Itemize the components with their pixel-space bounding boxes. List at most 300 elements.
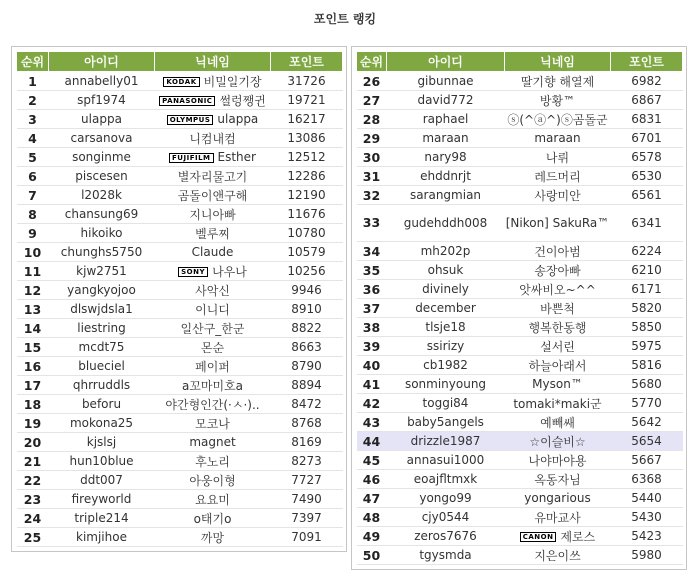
header-rank: 순위 [17,52,49,72]
user-id-cell[interactable]: l2028k [49,186,155,205]
points-cell: 5820 [611,299,683,318]
nickname-cell [505,508,611,527]
points-cell: 6831 [611,110,683,129]
points-cell: 5980 [611,546,683,565]
user-id-cell[interactable]: ulappa [49,110,155,129]
rank-cell: 38 [357,318,387,337]
nickname-text: 요요미 [195,492,230,507]
points-cell: 10256 [271,262,343,281]
rank-cell: 12 [17,281,49,300]
nickname-cell [155,395,271,414]
points-cell: 13086 [271,129,343,148]
nickname-text: 별자리물고기 [177,169,248,184]
user-id-cell[interactable]: piscesen [49,167,155,186]
nickname-cell [505,470,611,489]
header-points: 포인트 [271,52,343,72]
header-id: 아이디 [49,52,155,72]
points-cell: 6341 [611,205,683,242]
rank-cell: 15 [17,338,49,357]
points-cell: 8663 [271,338,343,357]
nickname-text: 예빼쌔 [540,415,575,430]
nickname-text: ulappa [217,112,259,126]
nickname-text: 비밀일기장 [203,74,262,89]
nickname-text: 후노리 [195,454,230,469]
rank-cell: 49 [357,527,387,546]
nickname-text: Esther [217,150,256,164]
table-row [17,110,343,129]
points-cell: 19721 [271,91,343,110]
user-id-cell[interactable]: blueciel [49,357,155,376]
nickname-text: 설서린 [540,339,575,354]
rank-cell: 45 [357,451,387,470]
nickname-text: 페이퍼 [195,359,230,374]
points-cell: 6210 [611,261,683,280]
nickname-cell [155,91,271,110]
nickname-text: 몬순 [200,340,225,355]
nickname-cell [155,376,271,395]
points-cell: 5654 [611,432,683,451]
nickname-cell [505,375,611,394]
nickname-text: 사악신 [195,283,230,298]
nickname-text: 모코나 [195,416,230,431]
rank-cell: 40 [357,356,387,375]
rank-cell: 25 [17,528,49,547]
nickname-cell [155,338,271,357]
user-id-cell[interactable]: beforu [49,395,155,414]
rank-cell: 28 [357,110,387,129]
table-row [357,186,683,205]
nickname-cell [505,318,611,337]
user-id-cell[interactable]: chansung69 [49,205,155,224]
ranking-panel-right [351,46,687,570]
points-cell: 6561 [611,186,683,205]
table-row [17,338,343,357]
nickname-text: 아웅이형 [189,473,236,488]
user-id-cell[interactable]: baby5angels [387,413,505,432]
nickname-cell [155,262,271,281]
table-row [17,414,343,433]
nickname-text: ⓢ(^ⓐ^)ⓢ곰돌군 [507,112,608,127]
user-id-cell[interactable]: annabelly01 [49,72,155,91]
points-cell: 6171 [611,280,683,299]
rank-cell: 5 [17,148,49,167]
nickname-cell [505,546,611,565]
user-id-cell[interactable]: ddt007 [49,471,155,490]
table-row [17,262,343,281]
points-cell: 7727 [271,471,343,490]
user-id-cell[interactable]: songinme [49,148,155,167]
rank-cell: 41 [357,375,387,394]
user-id-cell[interactable]: kjw2751 [49,262,155,281]
nickname-text: yongarious [524,491,591,505]
nickname-cell [505,186,611,205]
nickname-text: o태기o [193,511,232,526]
nickname-cell [155,357,271,376]
table-row [357,470,683,489]
rank-cell: 16 [17,357,49,376]
user-id-cell[interactable]: raphael [387,110,505,129]
table-row [17,91,343,110]
camera-brand-logo-icon: PANASONIC [159,96,215,106]
nickname-cell [155,433,271,452]
table-row [357,205,683,242]
rank-cell: 26 [357,72,387,91]
nickname-text: a꼬마미호a [181,378,244,393]
rank-cell: 34 [357,242,387,261]
nickname-text: Myson™ [532,377,583,391]
table-row [17,452,343,471]
table-row [17,357,343,376]
rank-cell: 47 [357,489,387,508]
table-row [357,489,683,508]
rank-cell: 20 [17,433,49,452]
nickname-text: tomaki*maki군 [513,396,602,411]
nickname-cell [505,129,611,148]
nickname-cell [505,280,611,299]
table-row [357,527,683,546]
table-row [17,167,343,186]
points-cell: 5667 [611,451,683,470]
nickname-text: 지은이쓰 [534,548,581,563]
user-id-cell[interactable]: ohsuk [387,261,505,280]
user-id-cell[interactable]: sarangmian [387,186,505,205]
page-title: 포인트 랭킹 [313,12,377,26]
points-cell: 8273 [271,452,343,471]
nickname-cell [505,205,611,242]
nickname-text: 지니아빠 [189,207,236,222]
rank-cell: 3 [17,110,49,129]
camera-brand-logo-icon: SONY [178,267,208,277]
nickname-cell [155,110,271,129]
table-row [17,300,343,319]
table-row [17,509,343,528]
table-row [357,280,683,299]
ranking-table-right [356,51,683,565]
table-row [357,261,683,280]
table-row [357,148,683,167]
user-id-cell[interactable]: tlsje18 [387,318,505,337]
rank-cell: 35 [357,261,387,280]
rank-cell: 23 [17,490,49,509]
points-cell: 8790 [271,357,343,376]
nickname-cell [155,528,271,547]
table-row [17,148,343,167]
rank-cell: 18 [17,395,49,414]
table-row [357,318,683,337]
table-row [357,508,683,527]
points-cell: 6982 [611,72,683,91]
rank-cell: 32 [357,186,387,205]
nickname-cell [505,527,611,546]
table-row [357,167,683,186]
table-row [17,528,343,547]
nickname-text: 건이아범 [534,244,581,259]
user-id-cell[interactable]: tgysmda [387,546,505,565]
user-id-cell[interactable]: kjslsj [49,433,155,452]
table-row [17,243,343,262]
rank-cell: 24 [17,509,49,528]
table-row [357,356,683,375]
user-id-cell[interactable]: gibunnae [387,72,505,91]
rank-cell: 46 [357,470,387,489]
table-row [357,546,683,565]
nickname-cell [505,110,611,129]
nickname-cell [155,167,271,186]
rank-cell: 48 [357,508,387,527]
nickname-text: 이니디 [195,302,230,317]
camera-brand-logo-icon: KODAK [163,77,199,87]
nickname-cell [505,451,611,470]
points-cell: 16217 [271,110,343,129]
user-id-cell[interactable]: sonminyoung [387,375,505,394]
nickname-cell [505,261,611,280]
nickname-cell [155,509,271,528]
nickname-text: 까망 [200,530,225,545]
nickname-text: 바쁜척 [540,301,575,316]
user-id-cell[interactable]: december [387,299,505,318]
table-row [357,432,683,451]
table-row [357,129,683,148]
points-cell: 6701 [611,129,683,148]
user-id-cell[interactable]: cb1982 [387,356,505,375]
nickname-cell [505,432,611,451]
rank-cell: 10 [17,243,49,262]
rank-cell: 22 [17,471,49,490]
table-row [17,72,343,91]
points-cell: 5680 [611,375,683,394]
nickname-cell [155,148,271,167]
rank-cell: 7 [17,186,49,205]
rank-cell: 33 [357,205,387,242]
nickname-text: maraan [534,131,581,145]
points-cell: 5642 [611,413,683,432]
rank-cell: 31 [357,167,387,186]
rank-cell: 29 [357,129,387,148]
nickname-cell [155,319,271,338]
user-id-cell[interactable]: chunghs5750 [49,243,155,262]
camera-brand-logo-icon: CANON [520,532,557,542]
nickname-text: 사랑미안 [534,188,581,203]
nickname-cell [505,489,611,508]
user-id-cell[interactable]: fireyworld [49,490,155,509]
points-cell: 31726 [271,72,343,91]
table-row [357,299,683,318]
user-id-cell[interactable]: qhrruddls [49,376,155,395]
rank-cell: 11 [17,262,49,281]
nickname-cell [505,148,611,167]
user-id-cell[interactable]: eoajfltmxk [387,470,505,489]
points-cell: 8169 [271,433,343,452]
points-cell: 5816 [611,356,683,375]
rank-cell: 42 [357,394,387,413]
nickname-cell [505,413,611,432]
user-id-cell[interactable]: hun10blue [49,452,155,471]
nickname-text: ☆이슬비☆ [529,434,586,449]
nickname-text: 니컴내컴 [189,131,236,146]
ranking-table-left [16,51,343,547]
rank-cell: 8 [17,205,49,224]
camera-brand-logo-icon: OLYMPUS [167,115,214,125]
table-row [357,72,683,91]
table-row [17,281,343,300]
header-rank: 순위 [357,52,387,72]
points-cell: 10579 [271,243,343,262]
rank-cell: 19 [17,414,49,433]
header-points: 포인트 [611,52,683,72]
nickname-cell [505,72,611,91]
points-cell: 7490 [271,490,343,509]
user-id-cell[interactable]: ssirizy [387,337,505,356]
rank-cell: 43 [357,413,387,432]
rank-cell: 14 [17,319,49,338]
rank-cell: 1 [17,72,49,91]
nickname-text: 앗싸비오~^^ [519,282,596,297]
nickname-text: 레드머리 [534,169,581,184]
nickname-text: 벨루찌 [195,226,230,241]
points-cell: 11676 [271,205,343,224]
points-cell: 6368 [611,470,683,489]
table-row [17,205,343,224]
table-row [17,395,343,414]
user-id-cell[interactable]: ehddnrjt [387,167,505,186]
points-cell: 8768 [271,414,343,433]
rank-cell: 4 [17,129,49,148]
user-id-cell[interactable]: triple214 [49,509,155,528]
nickname-text: 옥동자님 [534,472,581,487]
table-row [357,451,683,470]
nickname-text: 딸기향 해열제 [520,74,595,89]
table-row [17,319,343,338]
nickname-cell [505,356,611,375]
nickname-cell [155,224,271,243]
points-cell: 8894 [271,376,343,395]
rank-cell: 50 [357,546,387,565]
user-id-cell[interactable]: toggi84 [387,394,505,413]
user-id-cell[interactable]: yangkyojoo [49,281,155,300]
rank-cell: 37 [357,299,387,318]
user-id-cell[interactable]: mokona25 [49,414,155,433]
points-cell: 12512 [271,148,343,167]
nickname-text: 행복한동행 [528,320,587,335]
points-cell: 12190 [271,186,343,205]
points-cell: 5423 [611,527,683,546]
table-header-row [357,52,683,72]
nickname-cell [155,471,271,490]
table-row [17,376,343,395]
nickname-cell [155,186,271,205]
nickname-cell [155,414,271,433]
rank-cell: 6 [17,167,49,186]
nickname-text: 썰렁쨍귄 [219,93,266,108]
rank-cell: 21 [17,452,49,471]
rank-cell: 44 [357,432,387,451]
nickname-cell [505,242,611,261]
user-id-cell[interactable]: zeros7676 [387,527,505,546]
user-id-cell[interactable]: mcdt75 [49,338,155,357]
nickname-text: 나뤼 [545,150,570,165]
table-row [357,394,683,413]
nickname-cell [155,205,271,224]
nickname-text: [Nikon] SakuRa™ [505,216,610,230]
nickname-text: 나야마야용 [528,453,587,468]
nickname-text: 나우나 [212,264,247,279]
camera-brand-logo-icon: FUJIFILM [169,153,214,163]
table-row [17,433,343,452]
user-id-cell[interactable]: dlswjdsla1 [49,300,155,319]
points-cell: 5430 [611,508,683,527]
user-id-cell[interactable]: yongo99 [387,489,505,508]
table-row [357,375,683,394]
points-cell: 6530 [611,167,683,186]
nickname-text: 곰돌이앤구해 [177,188,248,203]
user-id-cell[interactable]: spf1974 [49,91,155,110]
user-id-cell[interactable]: liestring [49,319,155,338]
points-cell: 8472 [271,395,343,414]
nickname-cell [505,394,611,413]
nickname-text: 송장아빠 [534,263,581,278]
user-id-cell[interactable]: divinely [387,280,505,299]
nickname-cell [155,490,271,509]
nickname-text: 유마교사 [534,510,581,525]
rank-cell: 17 [17,376,49,395]
user-id-cell[interactable]: carsanova [49,129,155,148]
nickname-cell [505,167,611,186]
nickname-cell [155,452,271,471]
table-row [17,490,343,509]
nickname-cell [155,129,271,148]
nickname-cell [155,281,271,300]
points-cell: 12286 [271,167,343,186]
nickname-text: 제로스 [560,529,596,544]
points-cell: 8910 [271,300,343,319]
nickname-text: magnet [189,435,236,449]
rank-cell: 2 [17,91,49,110]
table-row [357,242,683,261]
user-id-cell[interactable]: hikoiko [49,224,155,243]
user-id-cell[interactable]: cjy0544 [387,508,505,527]
nickname-text: 야간형인간(·ㅅ·).. [165,397,260,412]
user-id-cell[interactable]: kimjihoe [49,528,155,547]
nickname-text: Claude [191,245,234,259]
header-nickname: 닉네임 [155,52,271,72]
rank-cell: 36 [357,280,387,299]
user-id-cell[interactable]: david772 [387,91,505,110]
points-cell: 6578 [611,148,683,167]
user-id-cell[interactable]: annasui1000 [387,451,505,470]
user-id-cell[interactable]: gudehddh008 [387,205,505,242]
user-id-cell[interactable]: maraan [387,129,505,148]
points-cell: 7091 [271,528,343,547]
user-id-cell[interactable]: drizzle1987 [387,432,505,451]
points-cell: 8822 [271,319,343,338]
points-cell: 10780 [271,224,343,243]
nickname-cell [155,243,271,262]
points-cell: 5850 [611,318,683,337]
table-row [357,110,683,129]
nickname-cell [505,337,611,356]
nickname-cell [505,91,611,110]
user-id-cell[interactable]: mh202p [387,242,505,261]
rank-cell: 13 [17,300,49,319]
nickname-cell [155,72,271,91]
points-cell: 5440 [611,489,683,508]
user-id-cell[interactable]: nary98 [387,148,505,167]
table-row [357,413,683,432]
rank-cell: 30 [357,148,387,167]
nickname-cell [155,300,271,319]
points-cell: 5770 [611,394,683,413]
table-row [357,91,683,110]
